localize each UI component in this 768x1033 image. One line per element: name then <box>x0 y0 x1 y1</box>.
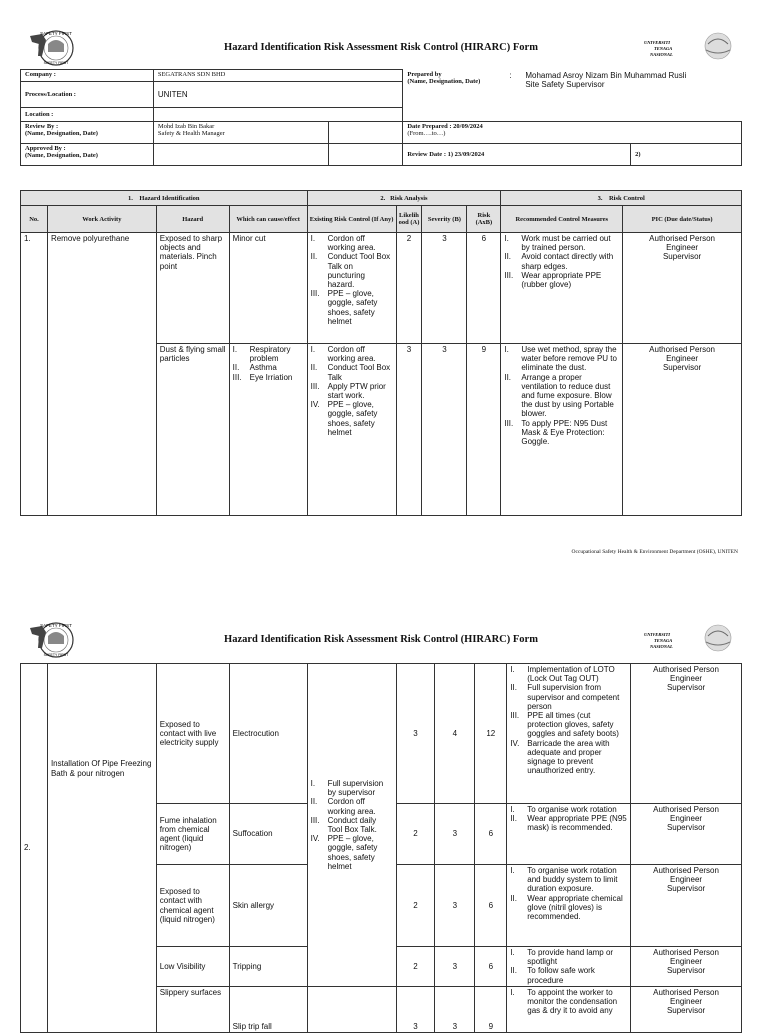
date-prepared-label: Date Prepared : 20/09/2024 <box>407 123 483 130</box>
recommended-measures: I. Use wet method, spray the water before remove PU to eliminate the dust. II. Arrange a proper ventilation to reduce dust and fume exposure. Blow the dust by using Portable blower. III. To apply PPE: N95 Dust Mask & Eye Protection: Goggle. <box>501 344 623 516</box>
header-group-risk: 2. Risk Analysis <box>307 191 501 206</box>
uniten-logo <box>642 622 732 660</box>
recommended-measures: I. To appoint the worker to monitor the condensation gas & dry it to avoid any <box>507 987 631 1033</box>
likelihood: 2 <box>396 865 435 947</box>
severity: 3 <box>435 947 475 987</box>
form-info-table <box>20 69 742 166</box>
header-likelihood: Likelihood (A) <box>396 206 422 233</box>
existing-controls: I. Cordon off working area. II. Conduct Tool Box Talk on puncturing hazard. III. PPE – glove, goggle, safety shoes, safety helmet <box>307 233 396 344</box>
hazard: Low Visibility <box>156 947 229 987</box>
company-label: Company : <box>21 70 154 82</box>
existing-controls: I. Cordon off working area. II. Conduct Tool Box Talk III. Apply PTW prior start work. IV. PPE – glove, goggle, safety shoes, safety helmet <box>307 344 396 516</box>
review-by-value <box>153 122 328 144</box>
existing-controls-empty <box>307 987 396 1033</box>
svg-text:TENAGA: TENAGA <box>654 638 673 643</box>
header-existing: Existing Risk Control (If Any) <box>307 206 396 233</box>
hazard: Slippery surfaces <box>156 987 229 1033</box>
likelihood: 3 <box>396 344 422 516</box>
severity: 4 <box>435 664 475 804</box>
header-group-control: 3. Risk Control <box>501 191 742 206</box>
header-pic: PIC (Due date/Status) <box>623 206 742 233</box>
form-title: Hazard Identification Risk Assessment Risk Control (HIRARC) Form <box>224 634 538 645</box>
pic: Authorised Person Engineer Supervisor <box>623 344 742 516</box>
page-footer: Occupational Safety Health & Environment Department (OSHE), UNITEN <box>571 549 738 555</box>
company-value: SEGATRANS SDN BHD <box>153 70 403 82</box>
row-no: 2. <box>21 664 48 1033</box>
risk-score: 9 <box>467 344 501 516</box>
header-recommended: Recommended Control Measures <box>501 206 623 233</box>
likelihood: 3 <box>396 987 435 1033</box>
effect: Minor cut <box>229 233 307 344</box>
review-sub: (Name, Designation, Date) <box>25 130 98 137</box>
effect: I. Respiratory problem II. Asthma III. Eye Irriation <box>229 344 307 516</box>
review-date-label: Review Date : 1) 23/09/2024 <box>403 144 631 166</box>
likelihood: 3 <box>396 664 435 804</box>
form-title: Hazard Identification Risk Assessment Risk Control (HIRARC) Form <box>224 42 538 53</box>
approved-sub: (Name, Designation, Date) <box>25 152 98 159</box>
approved-sign <box>328 144 403 166</box>
effect: Skin allergy <box>229 865 307 947</box>
likelihood: 2 <box>396 804 435 865</box>
approved-label: Approved By : <box>25 145 66 152</box>
svg-text:SAFETY FIRST: SAFETY FIRST <box>43 653 69 657</box>
pic: Authorised Person Engineer Supervisor <box>631 987 742 1033</box>
hazard: Dust & flying small particles <box>156 344 229 516</box>
table-row <box>21 233 742 344</box>
risk-score: 9 <box>475 987 507 1033</box>
prepared-colon: : <box>509 70 512 80</box>
review-sign <box>328 122 403 144</box>
prepared-name: Mohamad Asroy Nizam Bin Muhammad Rusli <box>525 70 687 80</box>
prepared-label: Prepared by <box>407 70 442 78</box>
risk-score: 6 <box>467 233 501 344</box>
header-risk: Risk (AxB) <box>467 206 501 233</box>
header-hazard: Hazard <box>156 206 229 233</box>
review-name: Mohd Izab Bin Bakar <box>157 123 215 130</box>
likelihood: 2 <box>396 947 435 987</box>
risk-score: 6 <box>475 865 507 947</box>
process-label: Process/Location : <box>21 82 154 108</box>
location-value <box>153 108 403 122</box>
approved-value <box>153 144 328 166</box>
work-activity: Remove polyurethane <box>47 233 156 516</box>
work-activity: Installation Of Pipe Freezing Bath & pour nitrogen <box>47 664 156 1033</box>
effect: Electrocution <box>229 664 307 804</box>
severity: 3 <box>435 804 475 865</box>
header-severity: Severity (B) <box>422 206 467 233</box>
approved-by-cell <box>21 144 154 166</box>
svg-text:SAFETY FIRST: SAFETY FIRST <box>40 623 72 628</box>
risk-table-page1 <box>20 190 742 516</box>
review-label: Review By : <box>25 123 59 130</box>
effect: Tripping <box>229 947 307 987</box>
header-no: No. <box>21 206 48 233</box>
date-prepared-sub: (From….to…) <box>407 130 446 137</box>
severity: 3 <box>422 233 467 344</box>
risk-table-page2 <box>20 663 742 1033</box>
severity: 3 <box>422 344 467 516</box>
pic: Authorised Person Engineer Supervisor <box>631 865 742 947</box>
review-role: Safety & Health Manager <box>157 130 225 137</box>
hazard: Exposed to sharp objects and materials. Pinch point <box>156 233 229 344</box>
svg-text:TENAGA: TENAGA <box>654 46 673 51</box>
header-effect: Which can cause/effect <box>229 206 307 233</box>
pic: Authorised Person Engineer Supervisor <box>631 664 742 804</box>
recommended-measures: I. To organise work rotation II. Wear appropriate PPE (N95 mask) is recommended. <box>507 804 631 865</box>
likelihood: 2 <box>396 233 422 344</box>
process-value: UNITEN <box>153 82 403 108</box>
prepared-cell <box>403 70 742 122</box>
header-group-hazard: 1. Hazard Identification <box>21 191 308 206</box>
date-prepared-cell <box>403 122 742 144</box>
row-no: 1. <box>21 233 48 516</box>
pic: Authorised Person Engineer Supervisor <box>631 804 742 865</box>
effect: Suffocation <box>229 804 307 865</box>
recommended-measures: I. To provide hand lamp or spotlight II. To follow safe work procedure <box>507 947 631 987</box>
svg-text:SAFETY FIRST: SAFETY FIRST <box>40 31 72 36</box>
risk-score: 12 <box>475 664 507 804</box>
svg-text:UNIVERSITI: UNIVERSITI <box>644 632 671 637</box>
effect: Slip trip fall <box>229 987 307 1033</box>
review-by-cell <box>21 122 154 144</box>
severity: 3 <box>435 865 475 947</box>
prepared-role: Site Safety Supervisor <box>525 80 605 90</box>
hazard: Exposed to contact with live electricity supply <box>156 664 229 804</box>
recommended-measures: I. Implementation of LOTO (Lock Out Tag OUT) II. Full supervision from supervisor and competent person III. PPE all times (cut protection gloves, safety goggles and safety boots) IV. Barricade the area with adequate and proper signage to prevent unauthorized entry. <box>507 664 631 804</box>
hazard: Exposed to contact with chemical agent (liquid nitrogen) <box>156 865 229 947</box>
recommended-measures: I. To organise work rotation and buddy system to limit duration exposure. II. Wear appropriate chemical glove (nitril gloves) is recommended. <box>507 865 631 947</box>
severity: 3 <box>435 987 475 1033</box>
page-header-2 <box>20 618 742 668</box>
recommended-measures: I. Work must be carried out by trained person. II. Avoid contact directly with sharp edges. III. Wear appropriate PPE (rubber glove) <box>501 233 623 344</box>
pic: Authorised Person Engineer Supervisor <box>623 233 742 344</box>
pic: Authorised Person Engineer Supervisor <box>631 947 742 987</box>
risk-score: 6 <box>475 947 507 987</box>
review-date-2: 2) <box>631 144 742 166</box>
uniten-logo <box>642 30 732 68</box>
hazard: Fume inhalation from chemical agent (liquid nitrogen) <box>156 804 229 865</box>
existing-controls: I. Full supervision by supervisor II. Cordon off working area. III. Conduct daily Tool Box Talk. IV. PPE – glove, goggle, safety shoes, safety helmet <box>307 664 396 987</box>
svg-text:SAFETY FIRST: SAFETY FIRST <box>43 61 69 65</box>
location-label: Location : <box>21 108 154 122</box>
svg-text:UNIVERSITI: UNIVERSITI <box>644 40 671 45</box>
table-row <box>21 664 742 804</box>
svg-text:NASIONAL: NASIONAL <box>650 644 673 649</box>
prepared-sub: (Name, Designation, Date) <box>407 77 481 85</box>
risk-score: 6 <box>475 804 507 865</box>
svg-text:NASIONAL: NASIONAL <box>650 52 673 57</box>
header-activity: Work Activity <box>47 206 156 233</box>
